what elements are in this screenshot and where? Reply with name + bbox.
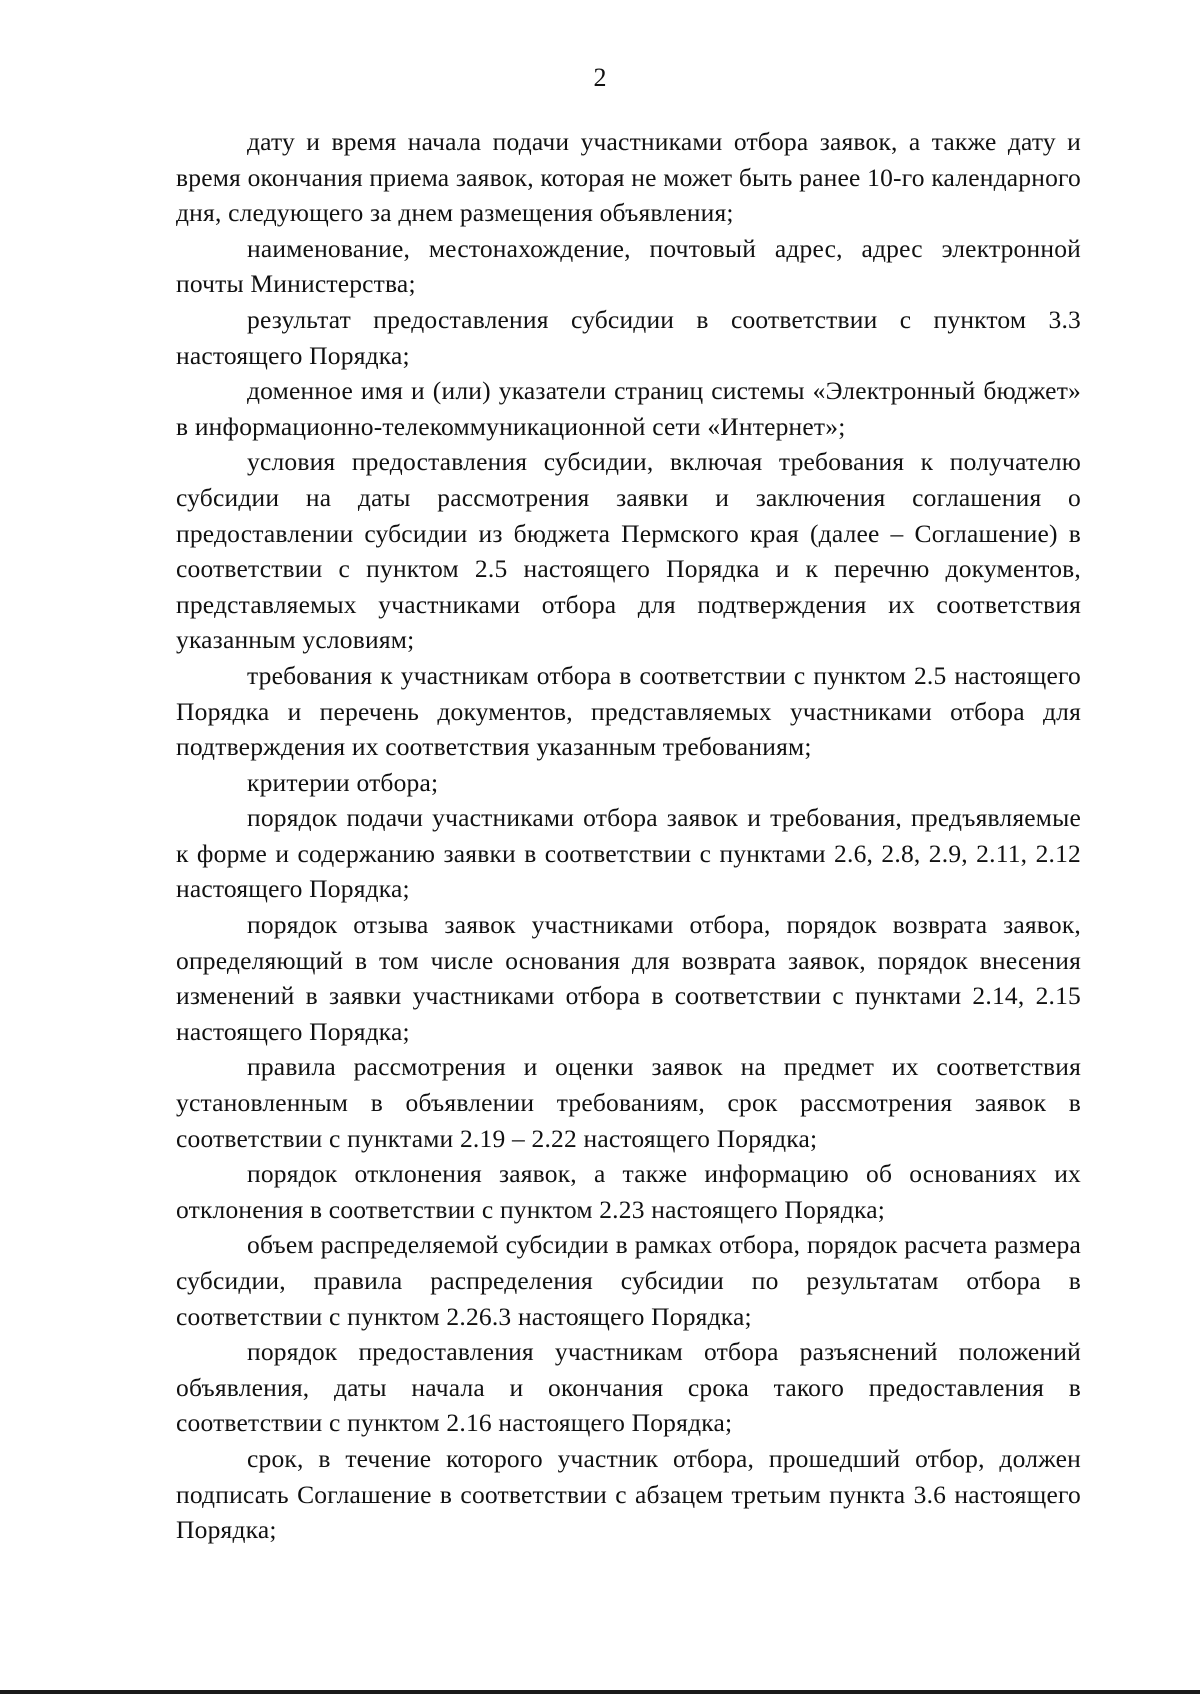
paragraph-subsidy-conditions: условия предоставления субсидии, включая требования к получателю субсидии на даты рассмотрения заявки и заключения соглашения о предоставлении субсидии из бюджета Пермского края (далее – Соглашение) в соответствии с пунктом 2.5 настоящего Порядка и к перечню документов, представляемых участниками отбора для подтверждения их соответствия указанным условиям; [176,447,1081,655]
paragraph-withdrawal-procedure: порядок отзыва заявок участниками отбора, порядок возврата заявок, определяющий в том числе основания для возврата заявок, порядок внесения изменений в заявки участниками отбора в соответствии с пунктами 2.14, 2.15 настоящего Порядка; [176,910,1081,1046]
paragraph-review-rules: правила рассмотрения и оценки заявок на предмет их соответствия установленным в объявлении требованиям, срок рассмотрения заявок в соответствии с пунктами 2.19 – 2.22 настоящего Порядка; [176,1052,1081,1153]
paragraph-submission-procedure: порядок подачи участниками отбора заявок и требования, предъявляемые к форме и содержанию заявки в соответствии с пунктами 2.6, 2.8, 2.9, 2.11, 2.12 настоящего Порядка; [176,803,1081,904]
document-body [176,124,1081,1548]
paragraph-subsidy-volume: объем распределяемой субсидии в рамках отбора, порядок расчета размера субсидии, правила распределения субсидии по результатам отбора в соответствии с пунктом 2.26.3 настоящего Порядка; [176,1230,1081,1331]
paragraph-rejection-procedure: порядок отклонения заявок, а также информацию об основаниях их отклонения в соответствии с пунктом 2.23 настоящего Порядка; [176,1159,1081,1224]
paragraph-selection-criteria: критерии отбора; [247,767,439,797]
paragraph-clarifications: порядок предоставления участникам отбора разъяснений положений объявления, даты начала и окончания срока такого предоставления в соответствии с пунктом 2.16 настоящего Порядка; [176,1337,1081,1438]
page-bottom-edge [0,1690,1200,1694]
paragraph-ministry-contacts: наименование, местонахождение, почтовый адрес, адрес электронной почты Министерства; [176,233,1081,299]
page-number: 2 [593,63,607,92]
paragraph-agreement-deadline: срок, в течение которого участник отбора, прошедший отбор, должен подписать Соглашение в соответствии с абзацем третьим пункта 3.6 настоящего Порядка; [176,1443,1081,1545]
paragraph-application-dates: дату и время начала подачи участниками отбора заявок, а также дату и время окончания приема заявок, которая не может быть ранее 10-го календарного дня, следующего за днем размещения объявления; [176,127,1081,228]
paragraph-participant-requirements: требования к участникам отбора в соответствии с пунктом 2.5 настоящего Порядка и перечень документов, представляемых участниками отбора для подтверждения их соответствия указанным требованиям; [176,660,1081,762]
paragraph-subsidy-result: результат предоставления субсидии в соответствии с пунктом 3.3 настоящего Порядка; [176,304,1081,370]
paragraph-domain-name: доменное имя и (или) указатели страниц системы «Электронный бюджет» в информационно-телекоммуникационной сети «Интернет»; [176,376,1081,441]
